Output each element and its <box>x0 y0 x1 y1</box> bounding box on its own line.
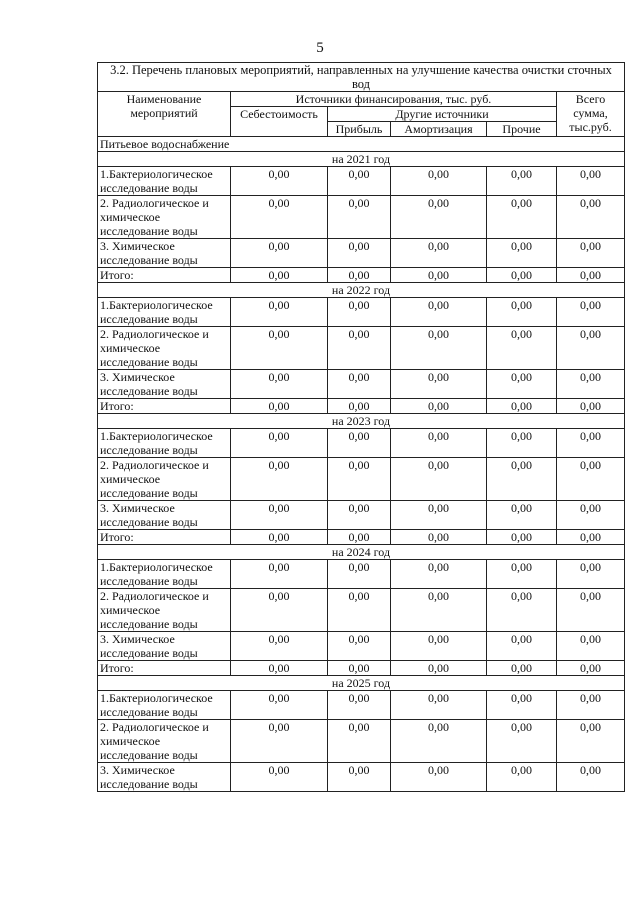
header-profit: Прибыль <box>328 122 391 137</box>
section-title: 3.2. Перечень плановых мероприятий, направленных на улучшение качества очистки сточных вод <box>98 63 625 92</box>
title-row <box>98 63 625 92</box>
value-cell: 0,00 <box>487 501 557 530</box>
value-cell: 0,00 <box>328 399 391 414</box>
value-cell: 0,00 <box>231 268 328 283</box>
value-cell: 0,00 <box>328 530 391 545</box>
row-name: Итого: <box>98 399 231 414</box>
value-cell: 0,00 <box>487 370 557 399</box>
value-cell: 0,00 <box>328 370 391 399</box>
value-cell: 0,00 <box>557 327 625 370</box>
row-name: 2. Радиологическое и химическое исследование воды <box>98 589 231 632</box>
value-cell: 0,00 <box>231 167 328 196</box>
row-name: 1.Бактериологическое исследование воды <box>98 167 231 196</box>
value-cell: 0,00 <box>328 501 391 530</box>
value-cell: 0,00 <box>391 589 487 632</box>
value-cell: 0,00 <box>231 429 328 458</box>
value-cell: 0,00 <box>231 632 328 661</box>
table-row <box>98 501 625 530</box>
value-cell: 0,00 <box>557 458 625 501</box>
value-cell: 0,00 <box>391 560 487 589</box>
value-cell: 0,00 <box>557 167 625 196</box>
value-cell: 0,00 <box>231 399 328 414</box>
row-name: 1.Бактериологическое исследование воды <box>98 429 231 458</box>
value-cell: 0,00 <box>328 661 391 676</box>
value-cell: 0,00 <box>231 661 328 676</box>
value-cell: 0,00 <box>557 661 625 676</box>
year-label: на 2023 год <box>98 414 625 429</box>
row-name: 1.Бактериологическое исследование воды <box>98 560 231 589</box>
value-cell: 0,00 <box>391 661 487 676</box>
category-label: Питьевое водоснабжение <box>98 137 625 152</box>
value-cell: 0,00 <box>557 589 625 632</box>
value-cell: 0,00 <box>487 691 557 720</box>
row-name: 3. Химическое исследование воды <box>98 501 231 530</box>
value-cell: 0,00 <box>231 560 328 589</box>
row-name: 1.Бактериологическое исследование воды <box>98 691 231 720</box>
value-cell: 0,00 <box>487 239 557 268</box>
value-cell: 0,00 <box>557 370 625 399</box>
year-label: на 2025 год <box>98 676 625 691</box>
value-cell: 0,00 <box>391 501 487 530</box>
table-row <box>98 429 625 458</box>
year-row <box>98 545 625 560</box>
year-row <box>98 152 625 167</box>
value-cell: 0,00 <box>487 298 557 327</box>
value-cell: 0,00 <box>557 501 625 530</box>
table-row <box>98 763 625 792</box>
value-cell: 0,00 <box>487 327 557 370</box>
value-cell: 0,00 <box>391 763 487 792</box>
value-cell: 0,00 <box>557 196 625 239</box>
value-cell: 0,00 <box>391 399 487 414</box>
value-cell: 0,00 <box>391 167 487 196</box>
value-cell: 0,00 <box>557 239 625 268</box>
value-cell: 0,00 <box>557 691 625 720</box>
table-row <box>98 560 625 589</box>
value-cell: 0,00 <box>557 763 625 792</box>
value-cell: 0,00 <box>487 560 557 589</box>
plan-table <box>97 62 625 792</box>
value-cell: 0,00 <box>231 720 328 763</box>
table-row <box>98 632 625 661</box>
value-cell: 0,00 <box>557 429 625 458</box>
value-cell: 0,00 <box>328 560 391 589</box>
table-row <box>98 589 625 632</box>
value-cell: 0,00 <box>328 167 391 196</box>
value-cell: 0,00 <box>487 589 557 632</box>
table-row <box>98 298 625 327</box>
table-row <box>98 327 625 370</box>
table-row <box>98 458 625 501</box>
total-row <box>98 399 625 414</box>
value-cell: 0,00 <box>328 196 391 239</box>
value-cell: 0,00 <box>328 268 391 283</box>
value-cell: 0,00 <box>231 239 328 268</box>
table-row <box>98 196 625 239</box>
row-name: 3. Химическое исследование воды <box>98 370 231 399</box>
row-name: 2. Радиологическое и химическое исследование воды <box>98 327 231 370</box>
value-cell: 0,00 <box>391 239 487 268</box>
row-name: 3. Химическое исследование воды <box>98 239 231 268</box>
value-cell: 0,00 <box>328 763 391 792</box>
value-cell: 0,00 <box>328 239 391 268</box>
value-cell: 0,00 <box>557 720 625 763</box>
value-cell: 0,00 <box>328 429 391 458</box>
value-cell: 0,00 <box>391 298 487 327</box>
row-name: Итого: <box>98 268 231 283</box>
table-row <box>98 370 625 399</box>
row-name: 3. Химическое исследование воды <box>98 632 231 661</box>
table-row <box>98 691 625 720</box>
row-name: 2. Радиологическое и химическое исследование воды <box>98 196 231 239</box>
value-cell: 0,00 <box>391 530 487 545</box>
value-cell: 0,00 <box>391 429 487 458</box>
value-cell: 0,00 <box>231 458 328 501</box>
value-cell: 0,00 <box>487 196 557 239</box>
value-cell: 0,00 <box>328 327 391 370</box>
total-row <box>98 661 625 676</box>
value-cell: 0,00 <box>231 196 328 239</box>
value-cell: 0,00 <box>231 327 328 370</box>
table-row <box>98 167 625 196</box>
value-cell: 0,00 <box>391 370 487 399</box>
value-cell: 0,00 <box>328 458 391 501</box>
value-cell: 0,00 <box>557 530 625 545</box>
value-cell: 0,00 <box>557 632 625 661</box>
value-cell: 0,00 <box>231 763 328 792</box>
value-cell: 0,00 <box>487 458 557 501</box>
value-cell: 0,00 <box>328 720 391 763</box>
value-cell: 0,00 <box>231 298 328 327</box>
table-row <box>98 720 625 763</box>
value-cell: 0,00 <box>391 327 487 370</box>
value-cell: 0,00 <box>487 399 557 414</box>
value-cell: 0,00 <box>487 632 557 661</box>
value-cell: 0,00 <box>487 429 557 458</box>
value-cell: 0,00 <box>231 501 328 530</box>
year-row <box>98 414 625 429</box>
header-other: Прочие <box>487 122 557 137</box>
value-cell: 0,00 <box>231 370 328 399</box>
value-cell: 0,00 <box>231 589 328 632</box>
header-name: Наименование мероприятий <box>98 92 231 137</box>
value-cell: 0,00 <box>231 530 328 545</box>
row-name: Итого: <box>98 530 231 545</box>
value-cell: 0,00 <box>557 268 625 283</box>
value-cell: 0,00 <box>328 589 391 632</box>
header-other-sources: Другие источники <box>328 107 557 122</box>
row-name: Итого: <box>98 661 231 676</box>
table-row <box>98 239 625 268</box>
value-cell: 0,00 <box>487 530 557 545</box>
header-cost: Себестоимость <box>231 107 328 137</box>
value-cell: 0,00 <box>391 196 487 239</box>
value-cell: 0,00 <box>487 720 557 763</box>
value-cell: 0,00 <box>391 632 487 661</box>
value-cell: 0,00 <box>487 167 557 196</box>
value-cell: 0,00 <box>487 268 557 283</box>
value-cell: 0,00 <box>487 661 557 676</box>
value-cell: 0,00 <box>487 763 557 792</box>
value-cell: 0,00 <box>557 399 625 414</box>
header-amortization: Амортизация <box>391 122 487 137</box>
row-name: 2. Радиологическое и химическое исследование воды <box>98 458 231 501</box>
value-cell: 0,00 <box>231 691 328 720</box>
row-name: 2. Радиологическое и химическое исследование воды <box>98 720 231 763</box>
value-cell: 0,00 <box>391 458 487 501</box>
value-cell: 0,00 <box>557 560 625 589</box>
total-row <box>98 530 625 545</box>
value-cell: 0,00 <box>391 720 487 763</box>
value-cell: 0,00 <box>557 298 625 327</box>
page-number: 5 <box>316 40 324 56</box>
year-label: на 2021 год <box>98 152 625 167</box>
value-cell: 0,00 <box>391 268 487 283</box>
row-name: 1.Бактериологическое исследование воды <box>98 298 231 327</box>
total-row <box>98 268 625 283</box>
value-cell: 0,00 <box>328 691 391 720</box>
row-name: 3. Химическое исследование воды <box>98 763 231 792</box>
category-row <box>98 137 625 152</box>
header-row-1 <box>98 92 625 107</box>
value-cell: 0,00 <box>328 298 391 327</box>
year-row <box>98 283 625 298</box>
value-cell: 0,00 <box>391 691 487 720</box>
header-total: Всего сумма, тыс.руб. <box>557 92 625 137</box>
header-sources: Источники финансирования, тыс. руб. <box>231 92 557 107</box>
value-cell: 0,00 <box>328 632 391 661</box>
year-label: на 2024 год <box>98 545 625 560</box>
year-row <box>98 676 625 691</box>
year-label: на 2022 год <box>98 283 625 298</box>
